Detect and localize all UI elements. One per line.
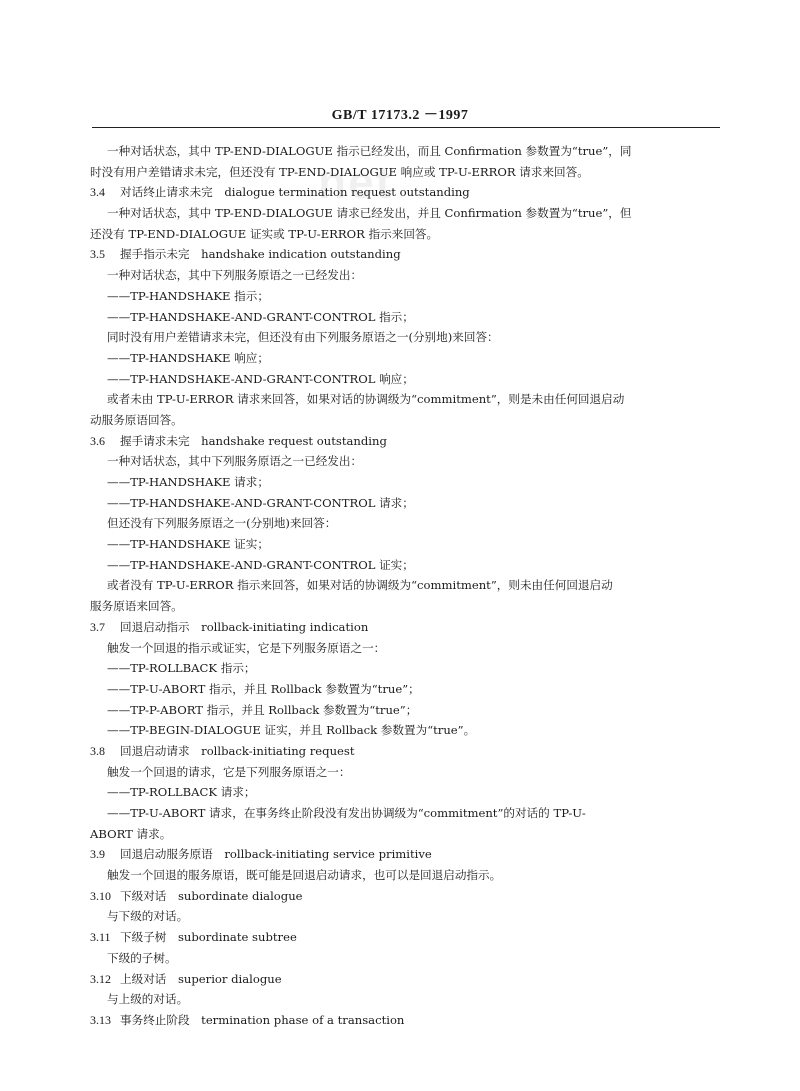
line-text: 下级的子树。: [107, 950, 177, 965]
text-line: [90, 472, 728, 493]
line-text: 或者没有 TP-U-ERROR 指示来回答，如果对话的协调级为“commitment”，则未由任何回退启动: [107, 578, 613, 593]
clause-heading: [90, 617, 728, 638]
text-line: [90, 513, 728, 534]
text-line: [90, 575, 728, 596]
clause-heading: [90, 431, 728, 452]
line-text: 动服务原语回答。: [90, 412, 183, 427]
clause-number: 3.9: [90, 847, 105, 862]
text-line: [90, 534, 728, 555]
text-line: [90, 389, 728, 410]
line-text: 回退启动服务原语 rollback-initiating service primitive: [120, 847, 432, 862]
text-line: [90, 824, 728, 845]
line-text: 还没有 TP-END-DIALOGUE 证实或 TP-U-ERROR 指示来回答。: [90, 226, 439, 241]
line-text: 与下级的对话。: [107, 909, 189, 924]
text-line: [90, 286, 728, 307]
line-text: 同时没有用户差错请求未完，但还没有由下列服务原语之一(分别地)来回答：: [107, 330, 499, 345]
line-text: ——TP-HANDSHAKE-AND-GRANT-CONTROL 证实；: [107, 557, 414, 572]
clause-heading: [90, 844, 728, 865]
line-text: ——TP-P-ABORT 指示，并且 Rollback 参数置为“true”；: [107, 702, 418, 717]
clause-number: 3.13: [90, 1012, 111, 1027]
clause-heading: [90, 182, 728, 203]
line-text: ——TP-HANDSHAKE 响应；: [107, 350, 269, 365]
text-line: [90, 700, 728, 721]
text-line: [90, 369, 728, 390]
clause-number: 3.5: [90, 247, 105, 262]
clause-number: 3.8: [90, 743, 105, 758]
text-line: [90, 658, 728, 679]
text-line: [90, 865, 728, 886]
text-line: [90, 410, 728, 431]
page-header: GB/T 17173.2 －1997: [331, 108, 469, 123]
text-line: [90, 307, 728, 328]
line-text: ——TP-HANDSHAKE-AND-GRANT-CONTROL 指示；: [107, 309, 414, 324]
line-text: 握手请求未完 handshake request outstanding: [120, 433, 387, 448]
line-text: ——TP-BEGIN-DIALOGUE 证实，并且 Rollback 参数置为“true”。: [107, 723, 476, 738]
text-line: [90, 638, 728, 659]
line-text: 服务原语来回答。: [90, 599, 183, 614]
line-text: 回退启动请求 rollback-initiating request: [120, 743, 355, 758]
line-text: 上级对话 superior dialogue: [120, 971, 282, 986]
text-line: [90, 265, 728, 286]
text-line: [90, 989, 728, 1010]
text-line: [90, 141, 728, 162]
line-text: ——TP-HANDSHAKE-AND-GRANT-CONTROL 请求；: [107, 495, 414, 510]
text-line: [90, 762, 728, 783]
text-line: [90, 493, 728, 514]
line-text: ——TP-ROLLBACK 请求；: [107, 785, 256, 800]
clause-heading: [90, 969, 728, 990]
line-text: 触发一个回退的指示或证实，它是下列服务原语之一：: [107, 640, 386, 655]
text-line: [90, 596, 728, 617]
clause-number: 3.4: [90, 185, 105, 200]
text-line: [90, 203, 728, 224]
line-text: 与上级的对话。: [107, 992, 189, 1007]
line-text: ABORT 请求。: [90, 826, 172, 841]
text-line: [90, 224, 728, 245]
text-line: [90, 803, 728, 824]
line-text: 时没有用户差错请求未完，但还没有 TP-END-DIALOGUE 响应或 TP-U-ERROR 请求来回答。: [90, 164, 589, 179]
text-line: [90, 327, 728, 348]
text-line: [90, 679, 728, 700]
document-body: [90, 141, 728, 1031]
line-text: 下级子树 subordinate subtree: [120, 930, 297, 945]
line-text: 触发一个回退的请求，它是下列服务原语之一：: [107, 764, 351, 779]
line-text: 回退启动指示 rollback-initiating indication: [120, 619, 369, 634]
text-line: [90, 906, 728, 927]
clause-number: 3.6: [90, 433, 105, 448]
line-text: ——TP-U-ABORT 指示，并且 Rollback 参数置为“true”；: [107, 681, 420, 696]
line-text: ——TP-ROLLBACK 指示；: [107, 661, 256, 676]
line-text: ——TP-HANDSHAKE 证实；: [107, 537, 269, 552]
line-text: 一种对话状态，其中下列服务原语之一已经发出：: [107, 454, 363, 469]
line-text: 下级对话 subordinate dialogue: [120, 888, 303, 903]
clause-heading: [90, 927, 728, 948]
text-line: [90, 162, 728, 183]
line-text: 一种对话状态，其中 TP-END-DIALOGUE 请求已经发出，并且 Confirmation 参数置为“true”，但: [107, 206, 632, 221]
text-line: [90, 451, 728, 472]
text-line: [90, 720, 728, 741]
line-text: 对话终止请求未完 dialogue termination request outstanding: [120, 185, 470, 200]
line-text: 或者未由 TP-U-ERROR 请求来回答，如果对话的协调级为“commitment”，则是未由任何回退启动: [107, 392, 625, 407]
clause-heading: [90, 1010, 728, 1031]
line-text: 但还没有下列服务原语之一(分别地)来回答：: [107, 516, 337, 531]
text-line: [90, 555, 728, 576]
clause-number: 3.7: [90, 619, 105, 634]
line-text: 握手指示未完 handshake indication outstanding: [120, 247, 401, 262]
line-text: 触发一个回退的服务原语，既可能是回退启动请求，也可以是回退启动指示。: [107, 868, 502, 883]
clause-heading: [90, 244, 728, 265]
line-text: 一种对话状态，其中 TP-END-DIALOGUE 指示已经发出，而且 Confirmation 参数置为“true”，同: [107, 144, 632, 158]
header-rule: [92, 127, 720, 128]
line-text: ——TP-U-ABORT 请求，在事务终止阶段没有发出协调级为“commitment”的对话的 TP-U-: [107, 806, 586, 820]
text-line: [90, 948, 728, 969]
line-text: 一种对话状态，其中下列服务原语之一已经发出：: [107, 268, 363, 283]
line-text: ——TP-HANDSHAKE-AND-GRANT-CONTROL 响应；: [107, 371, 414, 386]
text-line: [90, 782, 728, 803]
text-line: [90, 348, 728, 369]
watermark: net: [318, 156, 393, 208]
clause-heading: [90, 886, 728, 907]
clause-heading: [90, 741, 728, 762]
line-text: ——TP-HANDSHAKE 请求；: [107, 475, 269, 489]
clause-number: 3.12: [90, 971, 111, 986]
line-text: ——TP-HANDSHAKE 指示；: [107, 288, 269, 303]
line-text: 事务终止阶段 termination phase of a transaction: [120, 1012, 405, 1027]
clause-number: 3.10: [90, 888, 111, 903]
clause-number: 3.11: [90, 930, 111, 945]
